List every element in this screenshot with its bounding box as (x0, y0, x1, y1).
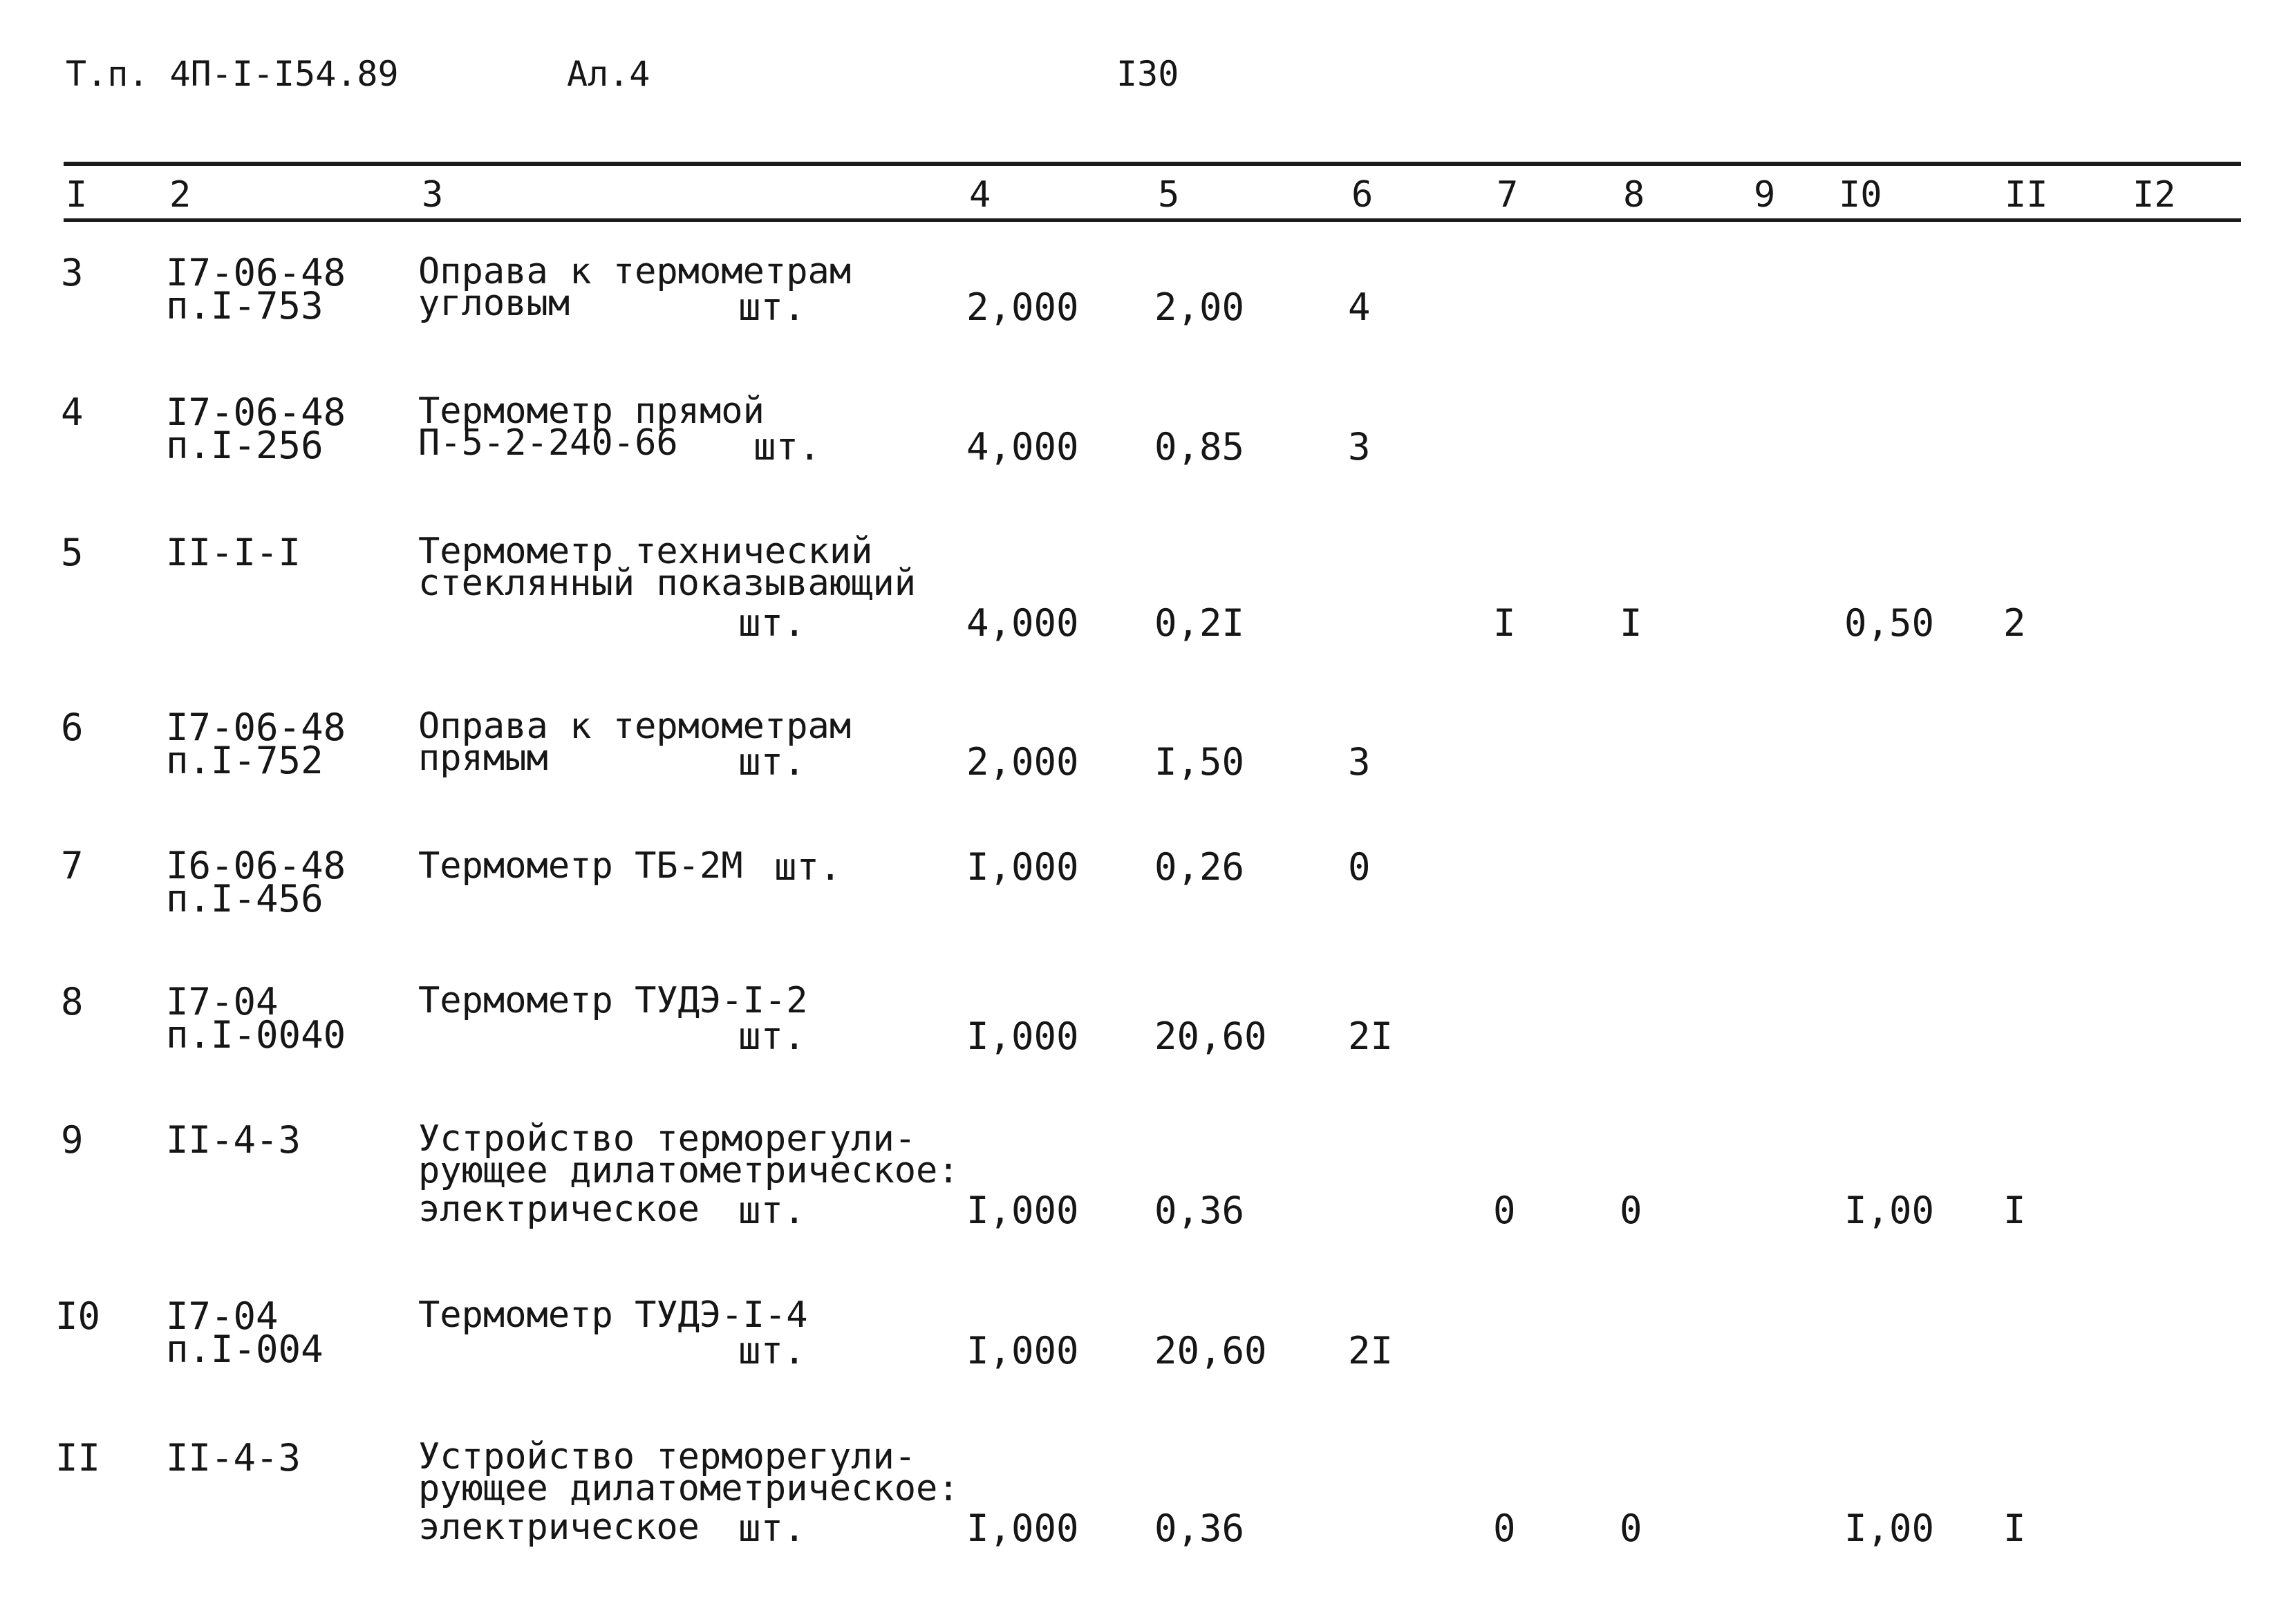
row-col7: 0 (1493, 1189, 1516, 1232)
row-desc-line2: П-5-2-240-66 (418, 422, 678, 464)
row-number: 8 (61, 980, 84, 1023)
row-number: I0 (55, 1294, 101, 1338)
row-desc-line2: угловым (418, 283, 570, 324)
row-col5: 0,85 (1154, 425, 1245, 469)
row-desc-line2: рующее дилатометрическое: (418, 1150, 959, 1191)
row-col4: I,000 (966, 1329, 1079, 1372)
row-col4: I,000 (966, 845, 1079, 889)
row-col8: I (1620, 601, 1642, 645)
row-desc-line1: Термометр ТБ-2М (418, 845, 743, 887)
row-col6: 2I (1348, 1014, 1394, 1058)
row-col5: 20,60 (1154, 1329, 1267, 1372)
column-header-6: 6 (1351, 174, 1374, 216)
column-header-11: II (2005, 174, 2048, 216)
row-col6: 0 (1348, 845, 1371, 889)
row-col10: I,00 (1844, 1507, 1935, 1550)
row-col5: I,50 (1154, 740, 1245, 784)
row-col5: 2,00 (1154, 285, 1245, 329)
row-col5: 20,60 (1154, 1014, 1267, 1058)
row-code-line2: п.I-256 (166, 424, 324, 467)
row-col6: 3 (1348, 425, 1371, 469)
row-col4: 4,000 (966, 601, 1079, 645)
table-header-rule (64, 218, 2241, 222)
row-unit: шт. (738, 1189, 806, 1232)
row-code-line1: II-4-3 (166, 1436, 301, 1480)
row-number: 6 (61, 706, 84, 749)
row-desc-line1: Устройство терморегули- (418, 1436, 917, 1477)
column-header-10: I0 (1839, 174, 1882, 216)
row-code-line2: п.I-753 (166, 284, 324, 328)
row-unit: шт. (738, 1507, 806, 1550)
row-unit: шт. (774, 845, 842, 889)
row-code-line2: п.I-456 (166, 877, 324, 920)
row-number: 4 (61, 390, 84, 434)
row-code-line1: I7-06-48 (166, 390, 346, 434)
row-desc-line1: Оправа к термометрам (418, 251, 852, 292)
row-col11: I (2003, 1507, 2026, 1550)
row-unit: шт. (738, 285, 806, 329)
row-number: 5 (61, 531, 84, 574)
row-col11: I (2003, 1189, 2026, 1232)
row-col7: 0 (1493, 1507, 1516, 1550)
row-col4: I,000 (966, 1189, 1079, 1232)
row-code-line2: п.I-004 (166, 1328, 324, 1371)
row-desc-line1: Оправа к термометрам (418, 706, 852, 747)
row-code-line1: I7-06-48 (166, 251, 346, 294)
row-unit: шт. (738, 601, 806, 645)
row-desc-line1: Термометр технический (418, 531, 873, 572)
column-header-5: 5 (1158, 174, 1180, 216)
row-desc-line2: рующее дилатометрическое: (418, 1468, 959, 1509)
row-col4: I,000 (966, 1014, 1079, 1058)
row-code-line1: I7-06-48 (166, 706, 346, 749)
row-unit: шт. (753, 425, 821, 469)
column-header-4: 4 (969, 174, 991, 216)
column-header-9: 9 (1754, 174, 1776, 216)
row-col5: 0,2I (1154, 601, 1245, 645)
row-desc-line1: Термометр прямой (418, 390, 765, 432)
row-number: 9 (61, 1118, 84, 1162)
row-unit: шт. (738, 1329, 806, 1372)
row-col5: 0,26 (1154, 845, 1245, 889)
row-col6: 4 (1348, 285, 1371, 329)
row-unit: шт. (738, 740, 806, 784)
row-code-line1: II-I-I (166, 531, 301, 574)
column-header-1: I (66, 174, 88, 216)
row-col6: 2I (1348, 1329, 1394, 1372)
row-unit: шт. (738, 1014, 806, 1058)
row-col6: 3 (1348, 740, 1371, 784)
row-col5: 0,36 (1154, 1507, 1245, 1550)
row-desc-line2: стеклянный показывающий (418, 563, 917, 604)
row-desc-line3: электрическое (418, 1507, 700, 1548)
row-col4: 4,000 (966, 425, 1079, 469)
row-desc-line3: электрическое (418, 1189, 700, 1230)
row-col8: 0 (1620, 1507, 1642, 1550)
column-header-8: 8 (1623, 174, 1645, 216)
row-code-line1: I7-04 (166, 980, 279, 1023)
row-code-line1: I7-04 (166, 1294, 279, 1338)
row-col11: 2 (2003, 601, 2026, 645)
row-col4: 2,000 (966, 285, 1079, 329)
row-desc-line1: Устройство терморегули- (418, 1118, 917, 1160)
row-col5: 0,36 (1154, 1189, 1245, 1232)
column-header-3: 3 (422, 174, 444, 216)
row-code-line2: п.I-0040 (166, 1013, 346, 1057)
page-number: I30 (1116, 54, 1179, 94)
row-code-line1: I6-06-48 (166, 844, 346, 887)
column-header-2: 2 (169, 174, 191, 216)
row-code-line1: II-4-3 (166, 1118, 301, 1162)
row-number: 7 (61, 844, 84, 887)
row-col10: 0,50 (1844, 601, 1935, 645)
column-header-12: I2 (2133, 174, 2176, 216)
column-header-7: 7 (1497, 174, 1519, 216)
row-number: 3 (61, 251, 84, 294)
row-code-line2: п.I-752 (166, 739, 324, 782)
row-col7: I (1493, 601, 1516, 645)
row-number: II (55, 1436, 101, 1480)
row-desc-line1: Термометр ТУДЭ-I-2 (418, 980, 808, 1021)
document-code: Т.п. 4П-I-I54.89 (66, 54, 399, 94)
row-desc-line2: прямым (418, 737, 548, 779)
table-top-rule (64, 162, 2241, 166)
row-col10: I,00 (1844, 1189, 1935, 1232)
row-col4: 2,000 (966, 740, 1079, 784)
row-col8: 0 (1620, 1189, 1642, 1232)
album-label: Ал.4 (567, 54, 650, 94)
row-col4: I,000 (966, 1507, 1079, 1550)
row-desc-line1: Термометр ТУДЭ-I-4 (418, 1294, 808, 1336)
